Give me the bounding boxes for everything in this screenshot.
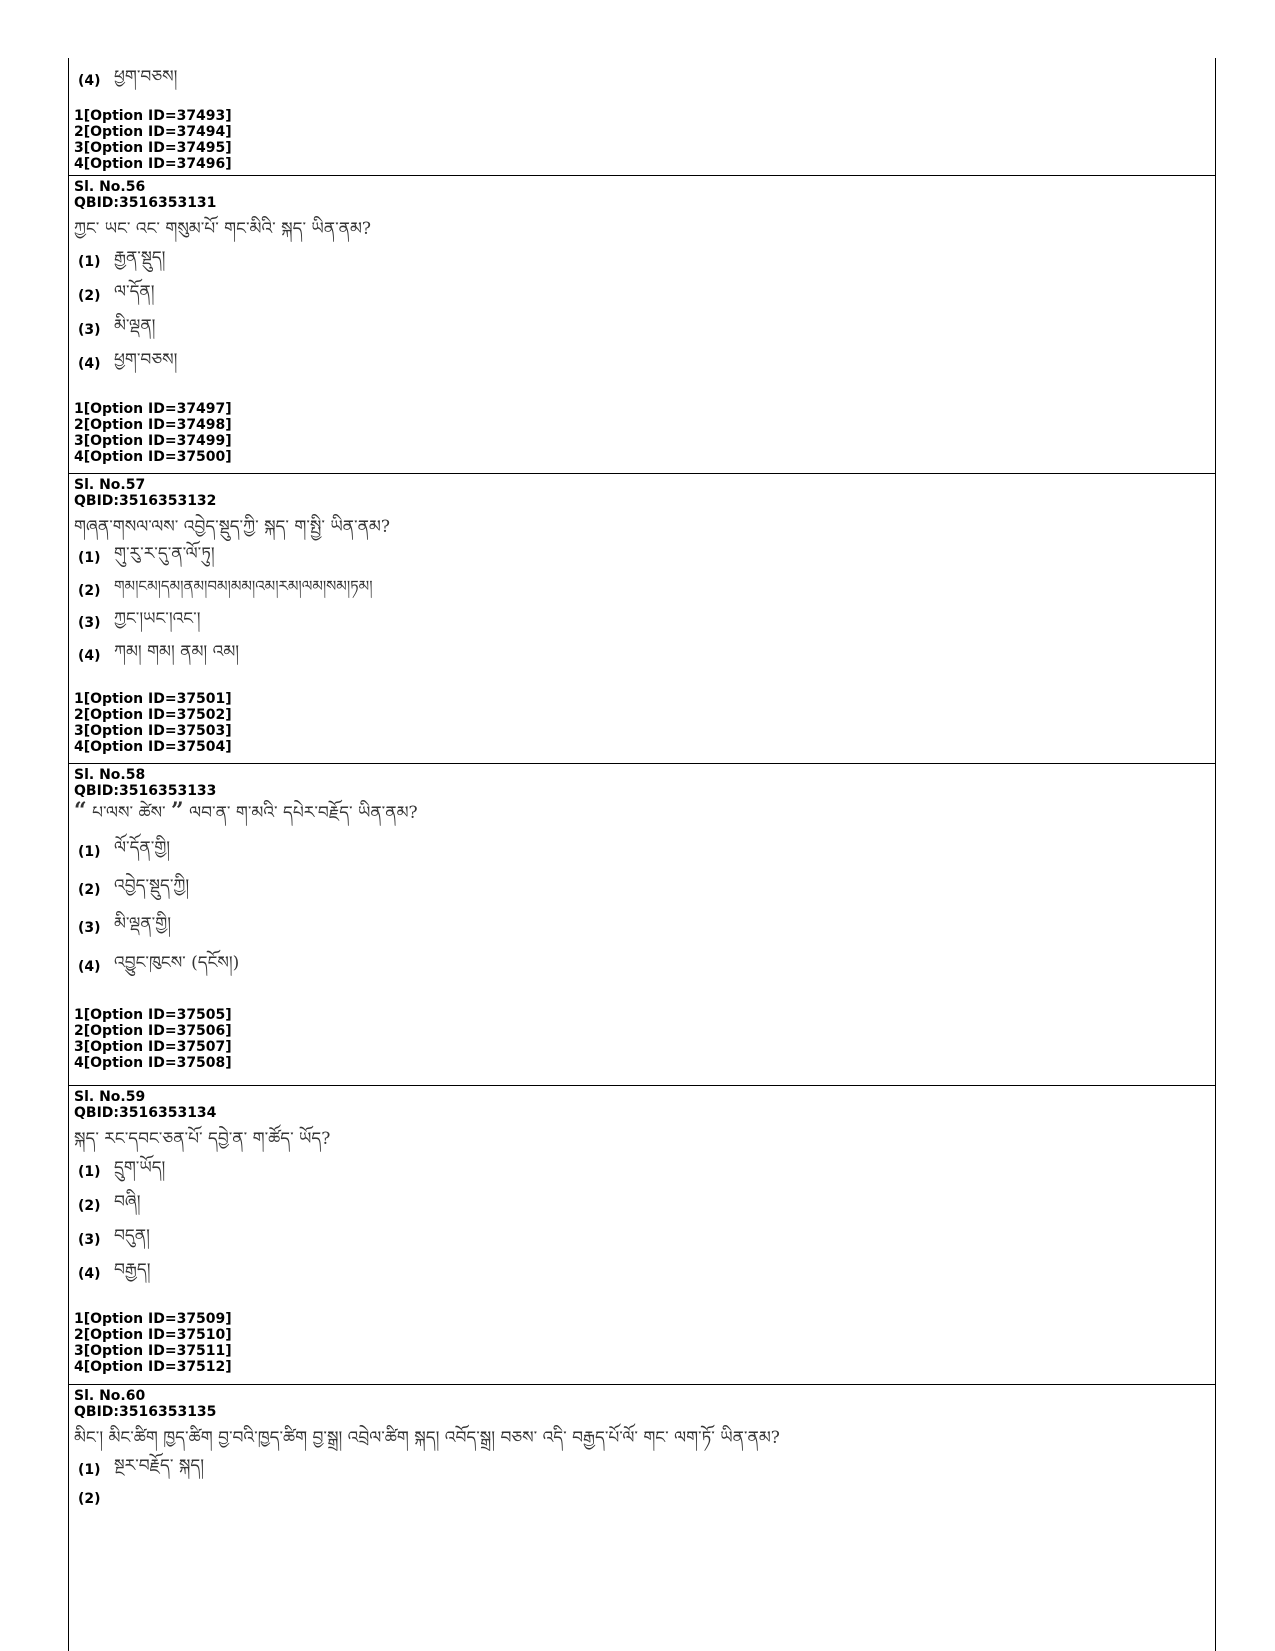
option-row[interactable] xyxy=(74,947,1204,987)
option-id: 1[Option ID=37497] xyxy=(74,401,232,417)
question-text: མིང་། མིང་ཚིག ཁྱད་ཚིག བྱ་བའི་ཁྱད་ཚིག བྱ་སྒྲ། འབྲེལ་ཚིག སྐད། འབོད་སྒྲ། བཅས་ འདི་ བརྒྱད་པོ་ལོ་ གང་ ལག་ཏོ་ ཡིན་ནམ? xyxy=(74,1428,780,1448)
close-quote: ” xyxy=(171,798,184,824)
left-border xyxy=(68,58,69,1651)
qbid: QBID:3516353135 xyxy=(74,1404,217,1420)
option-text: ལ་དོན། xyxy=(114,282,155,302)
row-divider xyxy=(68,473,1216,474)
option-text: ཕྱག་བཅས། xyxy=(114,350,178,370)
right-border xyxy=(1215,58,1216,1651)
option-text: ཀམ། གམ། ནམ། འམ། xyxy=(114,642,240,662)
option-id-list xyxy=(74,691,1204,755)
option-number: (4) xyxy=(78,356,101,372)
question-60 xyxy=(74,1388,1204,1512)
option-text: གུ་རུ་ར་དུ་ན་ལོ་ཏུ། xyxy=(114,544,215,564)
option-id-list xyxy=(74,401,1204,465)
option-number: (4) xyxy=(78,73,101,89)
row-divider xyxy=(68,1085,1216,1086)
option-row[interactable] xyxy=(74,64,1204,98)
option-row[interactable] xyxy=(74,1189,1204,1223)
row-divider xyxy=(68,1384,1216,1385)
option-text: ལོ་དོན་གྱི། xyxy=(114,838,171,858)
serial-number: Sl. No.58 xyxy=(74,767,146,783)
option-row[interactable] xyxy=(74,833,1204,871)
option-id: 1[Option ID=37501] xyxy=(74,691,232,707)
option-text: མི་ལྡན། xyxy=(114,316,156,336)
qbid: QBID:3516353134 xyxy=(74,1105,217,1121)
option-number: (3) xyxy=(78,1232,101,1248)
option-row[interactable] xyxy=(74,1223,1204,1257)
question-text-line xyxy=(74,799,1204,825)
serial-number: Sl. No.57 xyxy=(74,477,146,493)
option-number: (1) xyxy=(78,844,101,860)
option-row[interactable] xyxy=(74,1155,1204,1189)
option-row[interactable] xyxy=(74,279,1204,313)
option-id: 4[Option ID=37508] xyxy=(74,1055,232,1071)
option-id: 2[Option ID=37498] xyxy=(74,417,232,433)
option-id: 3[Option ID=37503] xyxy=(74,723,232,739)
qbid: QBID:3516353131 xyxy=(74,195,217,211)
option-text: གམ།ངམ།དམ།ནམ།བམ།མམ།འམ།རམ།ལམ།སམ།ཏམ། xyxy=(114,577,373,595)
option-id: 3[Option ID=37499] xyxy=(74,433,232,449)
question-text: ལབ་ན་ ག་མའི་ དཔེར་བརྗོད་ ཡིན་ནམ? xyxy=(189,803,418,823)
option-text: མི་ལྡན་གྱི། xyxy=(114,914,171,934)
row-divider xyxy=(68,175,1216,176)
option-id: 2[Option ID=37510] xyxy=(74,1327,232,1343)
serial-number: Sl. No.56 xyxy=(74,179,146,195)
option-row[interactable] xyxy=(74,1257,1204,1291)
option-row[interactable] xyxy=(74,1454,1204,1486)
option-text: བཞི། xyxy=(114,1192,141,1212)
question-paper-page xyxy=(68,58,1216,1651)
question-56 xyxy=(74,179,1204,465)
option-text: ཕྱག་བཅས། xyxy=(114,67,178,87)
option-number: (1) xyxy=(78,254,101,270)
option-row[interactable] xyxy=(74,313,1204,347)
option-id: 3[Option ID=37511] xyxy=(74,1343,232,1359)
question-text: ཀྱང་ ཡང་ འང་ གསུམ་པོ་ གང་མིའི་ སྐད་ ཡིན་ནམ? xyxy=(74,219,372,239)
option-number: (4) xyxy=(78,648,101,664)
question-text: སྐད་ རང་དབང་ཅན་པོ་ དབྱེ་ན་ ག་ཚོད་ ཡོད? xyxy=(74,1129,331,1149)
option-number: (2) xyxy=(78,583,101,599)
option-text: འབྱེད་སྡུད་ཀྱི། xyxy=(114,876,190,896)
option-id-list xyxy=(74,108,1204,172)
option-number: (4) xyxy=(78,959,101,975)
option-id: 1[Option ID=37505] xyxy=(74,1007,232,1023)
option-number: (1) xyxy=(78,1164,101,1180)
option-id: 4[Option ID=37500] xyxy=(74,449,232,465)
option-row[interactable] xyxy=(74,871,1204,909)
option-number: (4) xyxy=(78,1266,101,1282)
option-id-list xyxy=(74,1007,1204,1071)
previous-question-tail xyxy=(74,64,1204,172)
option-text: དྲུག་ཡོད། xyxy=(114,1158,166,1178)
option-text: སྔར་བརྗོད་ སྐད། xyxy=(114,1456,204,1476)
option-number: (1) xyxy=(78,550,101,566)
option-id: 3[Option ID=37495] xyxy=(74,140,232,156)
option-id: 1[Option ID=37509] xyxy=(74,1311,232,1327)
option-text: འབྱུང་ཁུངས་ (དངོས།) xyxy=(114,953,240,973)
option-number: (2) xyxy=(78,1491,101,1507)
option-row[interactable] xyxy=(74,1486,1204,1512)
option-row[interactable] xyxy=(74,575,1204,607)
option-id: 1[Option ID=37493] xyxy=(74,108,232,124)
option-id-list xyxy=(74,1311,1204,1375)
option-id: 3[Option ID=37507] xyxy=(74,1039,232,1055)
qbid: QBID:3516353133 xyxy=(74,783,217,799)
option-id: 4[Option ID=37496] xyxy=(74,156,232,172)
option-row[interactable] xyxy=(74,245,1204,279)
option-id: 2[Option ID=37502] xyxy=(74,707,232,723)
option-row[interactable] xyxy=(74,347,1204,381)
option-number: (2) xyxy=(78,1198,101,1214)
option-id: 2[Option ID=37494] xyxy=(74,124,232,140)
serial-number: Sl. No.59 xyxy=(74,1089,146,1105)
question-59 xyxy=(74,1089,1204,1375)
row-divider xyxy=(68,763,1216,764)
open-quote: “ xyxy=(74,798,87,824)
question-57 xyxy=(74,477,1204,755)
question-text: གཞན་གསལ་ལས་ འབྱེད་སྡུད་ཀྱི་ སྐད་ ག་སྤྱི་ ཡིན་ནམ? xyxy=(74,517,390,537)
option-number: (3) xyxy=(78,920,101,936)
question-58 xyxy=(74,767,1204,1071)
option-number: (2) xyxy=(78,288,101,304)
option-text: རྒྱན་སྡུད། xyxy=(114,248,166,268)
option-text: བརྒྱད། xyxy=(114,1260,151,1280)
option-text: ཀྱང་།ཡང་།འང་། xyxy=(114,609,201,629)
option-row[interactable] xyxy=(74,639,1204,673)
option-row[interactable] xyxy=(74,909,1204,947)
option-number: (1) xyxy=(78,1462,101,1478)
option-id: 4[Option ID=37512] xyxy=(74,1359,232,1375)
quoted-word: པ་ལས་ ཚེས་ xyxy=(92,803,166,823)
option-id: 4[Option ID=37504] xyxy=(74,739,232,755)
option-id: 2[Option ID=37506] xyxy=(74,1023,232,1039)
serial-number: Sl. No.60 xyxy=(74,1388,146,1404)
option-number: (3) xyxy=(78,615,101,631)
option-number: (2) xyxy=(78,882,101,898)
option-text: བདུན། xyxy=(114,1226,150,1246)
option-number: (3) xyxy=(78,322,101,338)
qbid: QBID:3516353132 xyxy=(74,493,217,509)
